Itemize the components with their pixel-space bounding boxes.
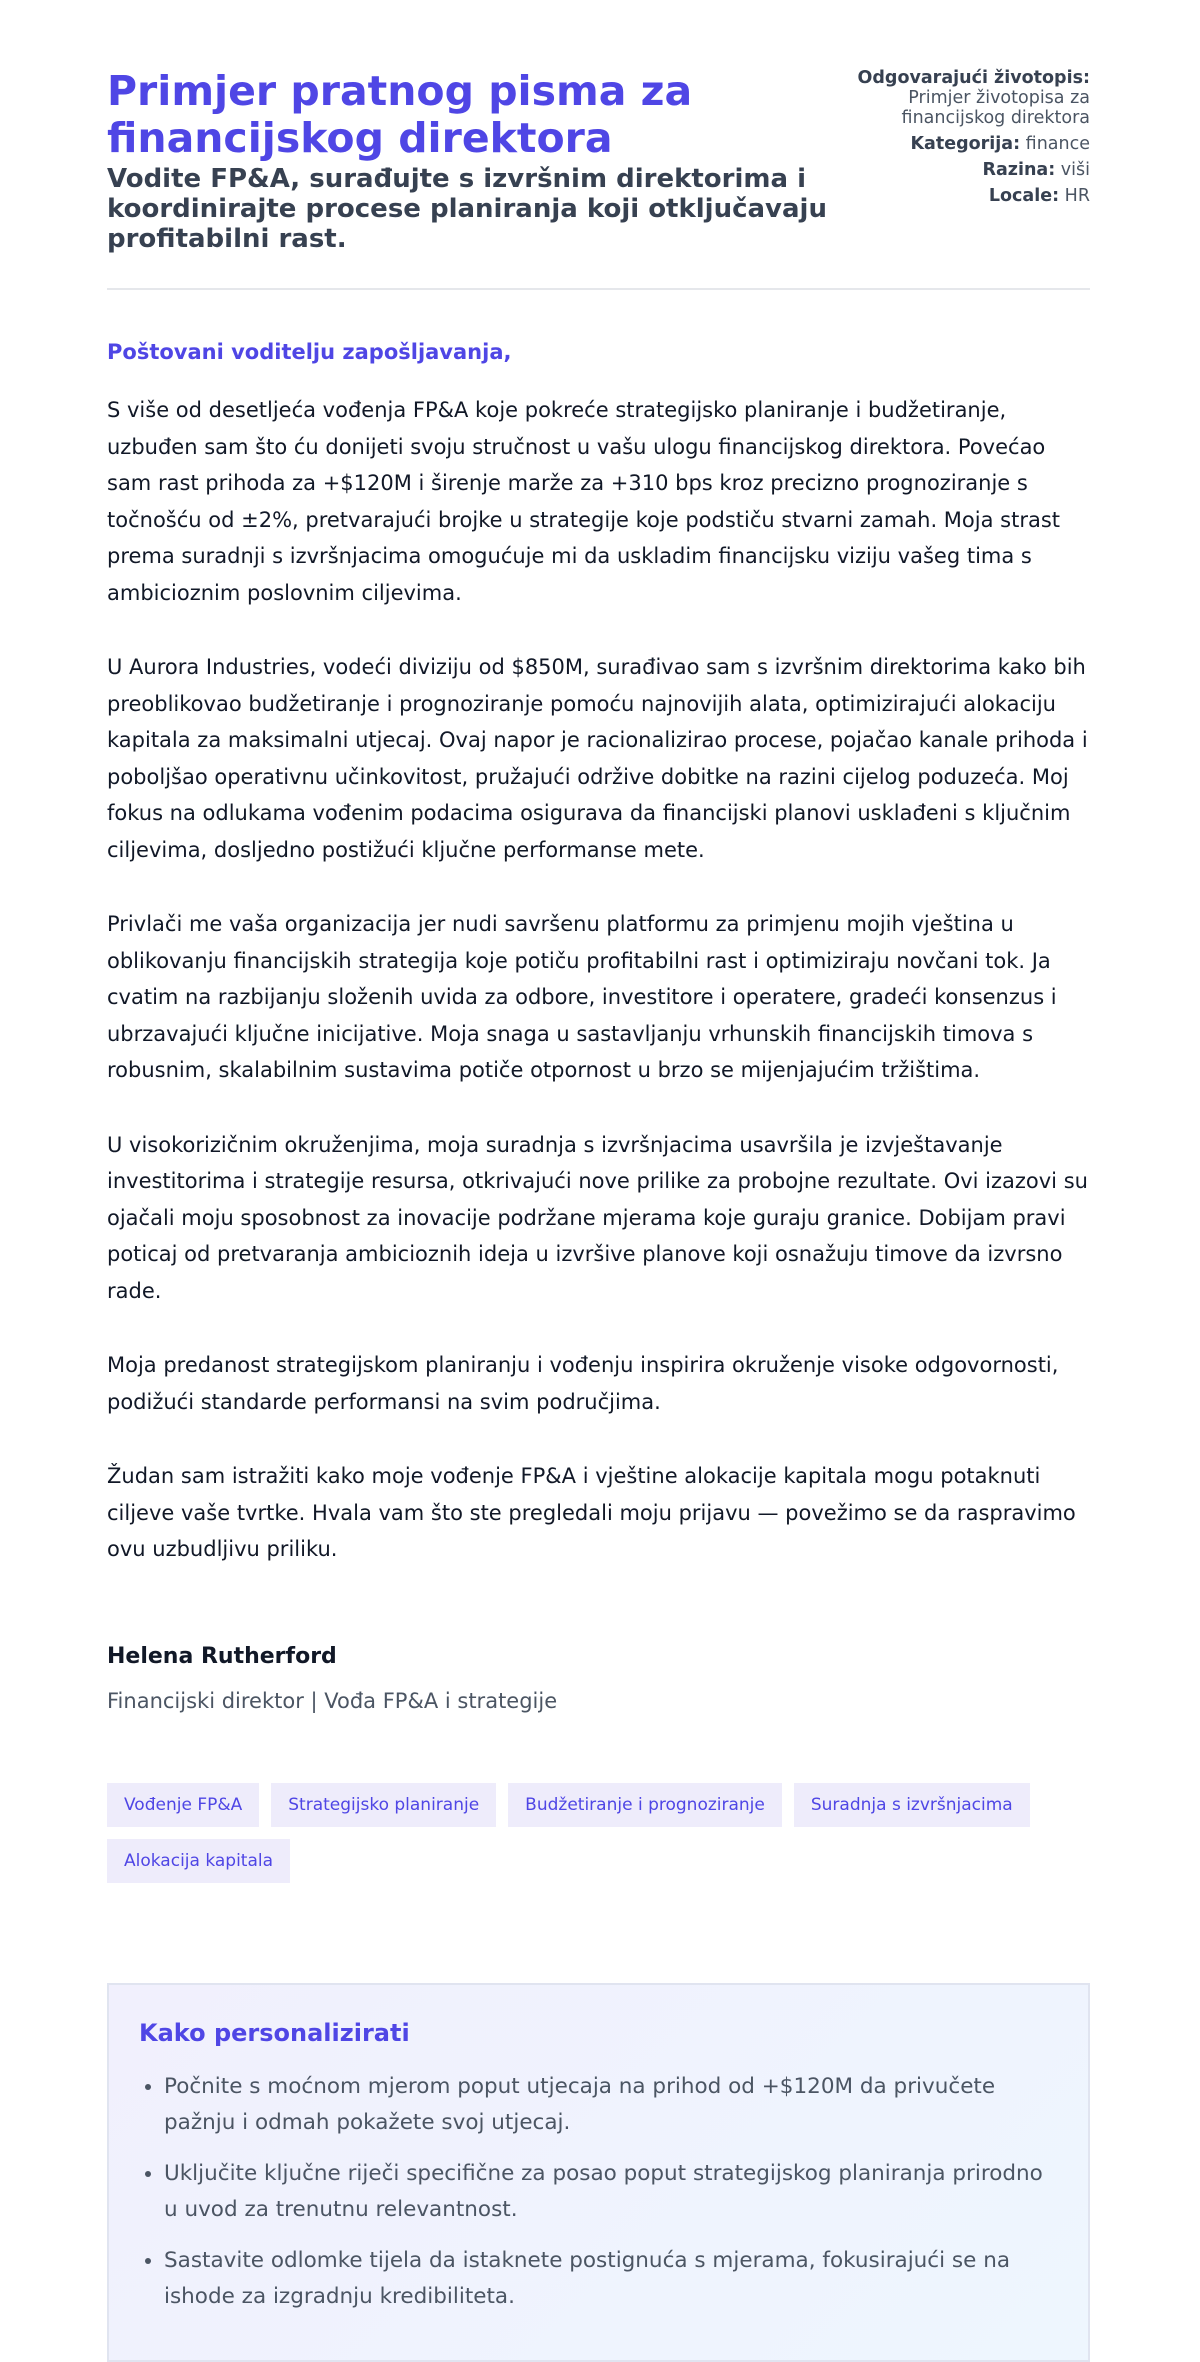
title-block: [107, 68, 827, 254]
meta-label: Locale:: [988, 186, 1060, 206]
skill-tags: [107, 1783, 1097, 1883]
meta-value: HR: [1064, 186, 1090, 206]
page-title: Primjer pratnog pisma za financijskog direktora: [107, 67, 693, 162]
header: [107, 68, 1090, 290]
skill-tag: Vođenje FP&A: [107, 1783, 259, 1827]
meta-category: [840, 134, 1090, 154]
tip-item: • Sastavite odlomke tijela da istaknete postignuća s mjerama, fokusirajući se na ishode za izgradnju kredibiliteta.: [164, 2243, 1058, 2316]
meta-value: finance: [1025, 134, 1090, 154]
tips-title: Kako personalizirati: [139, 2018, 410, 2047]
paragraph: Moja predanost strategijskom planiranju i vođenju inspirira okruženje visoke odgovornosti, podižući standarde performansi na svim područjima.: [107, 1353, 1059, 1414]
skill-tag: Strategijsko planiranje: [271, 1783, 496, 1827]
meta-value: viši: [1060, 160, 1090, 180]
meta-label: Odgovarajući životopis:: [857, 68, 1090, 88]
signature-title: Financijski direktor | Vođa FP&A i strategije: [107, 1688, 558, 1713]
skill-tag: Budžetiranje i prognoziranje: [508, 1783, 782, 1827]
skill-tag: Alokacija kapitala: [107, 1839, 290, 1883]
skill-tag: Suradnja s izvršnjacima: [794, 1783, 1030, 1827]
tip-item: • Uključite ključne riječi specifične za posao poput strategijskog planiranja prirodno u uvod za trenutnu relevantnost.: [164, 2156, 1058, 2229]
greeting: Poštovani voditelju zapošljavanja,: [107, 340, 512, 364]
signature-name: Helena Rutherford: [107, 1643, 337, 1669]
paragraph: U Aurora Industries, vodeći diviziju od $850M, surađivao sam s izvršnim direktorima kako bih preoblikovao budžetiranje i prognoziranje pomoću najnovijih alata, optimizirajući alokaciju kapitala za maksimalni utjecaj. Ovaj napor je racionalizirao procese, pojačao kanale prihoda i poboljšao operativnu učinkovitost, pružajući održive dobitke na razini cijelog poduzeća. Moj fokus na odlukama vođenim podacima osigurava da financijski planovi usklađeni s ključnim ciljevima, dosljedno postižući ključne performanse mete.: [107, 655, 1088, 862]
meta-panel: [840, 68, 1090, 212]
meta-resume-link[interactable]: Primjer životopisa za financijskog direktora: [901, 88, 1090, 128]
paragraph: U visokorizičnim okruženjima, moja suradnja s izvršnjacima usavršila je izvještavanje investitorima i strategije resursa, otkrivajući nove prilike za probojne rezultate. Ovi izazovi su ojačali moju sposobnost za inovacije podržane mjerama koje guraju granice. Dobijam pravi poticaj od pretvaranja ambicioznih ideja u izvršive planove koji osnažuju timove da izvrsno rade.: [107, 1132, 1088, 1303]
letter-body: [107, 392, 1090, 1568]
meta-label: Razina:: [982, 160, 1056, 180]
meta-locale: [840, 186, 1090, 206]
tips-list: [139, 2069, 1058, 2316]
meta-level: [840, 160, 1090, 180]
tips-box: [107, 1983, 1090, 2362]
meta-label: Kategorija:: [910, 134, 1021, 154]
tip-item: • Počnite s moćnom mjerom poput utjecaja na prihod od +$120M da privučete pažnju i odmah pokažete svoj utjecaj.: [164, 2069, 1058, 2142]
paragraph: Žudan sam istražiti kako moje vođenje FP&A i vještine alokacije kapitala mogu potaknuti ciljeve vaše tvrtke. Hvala vam što ste pregledali moju prijavu — povežimo se da raspravimo ovu uzbudljivu priliku.: [107, 1464, 1076, 1561]
paragraph: Privlači me vaša organizacija jer nudi savršenu platformu za primjenu mojih vještina u oblikovanju financijskih strategija koje potiču profitabilni rast i optimiziraju novčani tok. Ja cvatim na razbijanju složenih uvida za odbore, investitore i operatere, gradeći konsenzus i ubrzavajući ključne inicijative. Moja snaga u sastavljanju vrhunskih financijskih timova s robusnim, skalabilnim sustavima potiče otpornost u brzo se mijenjajućim tržištima.: [107, 912, 1057, 1082]
meta-resume: [840, 68, 1090, 128]
page-subtitle: Vodite FP&A, surađujte s izvršnim direktorima i koordinirajte procese planiranja koji otključavaju profitabilni rast.: [107, 164, 827, 254]
paragraph: S više od desetljeća vođenja FP&A koje pokreće strategijsko planiranje i budžetiranje, uzbuđen sam što ću donijeti svoju stručnost u vašu ulogu financijskog direktora. Povećao sam rast prihoda za +$120M i širenje marže za +310 bps kroz precizno prognoziranje s točnošću od ±2%, pretvarajući brojke u strategije koje podstiču stvarni zamah. Moja strast prema suradnji s izvršnjacima omogućuje mi da uskladim financijsku viziju vašeg tima s ambicioznim poslovnim ciljevima.: [107, 398, 1060, 605]
